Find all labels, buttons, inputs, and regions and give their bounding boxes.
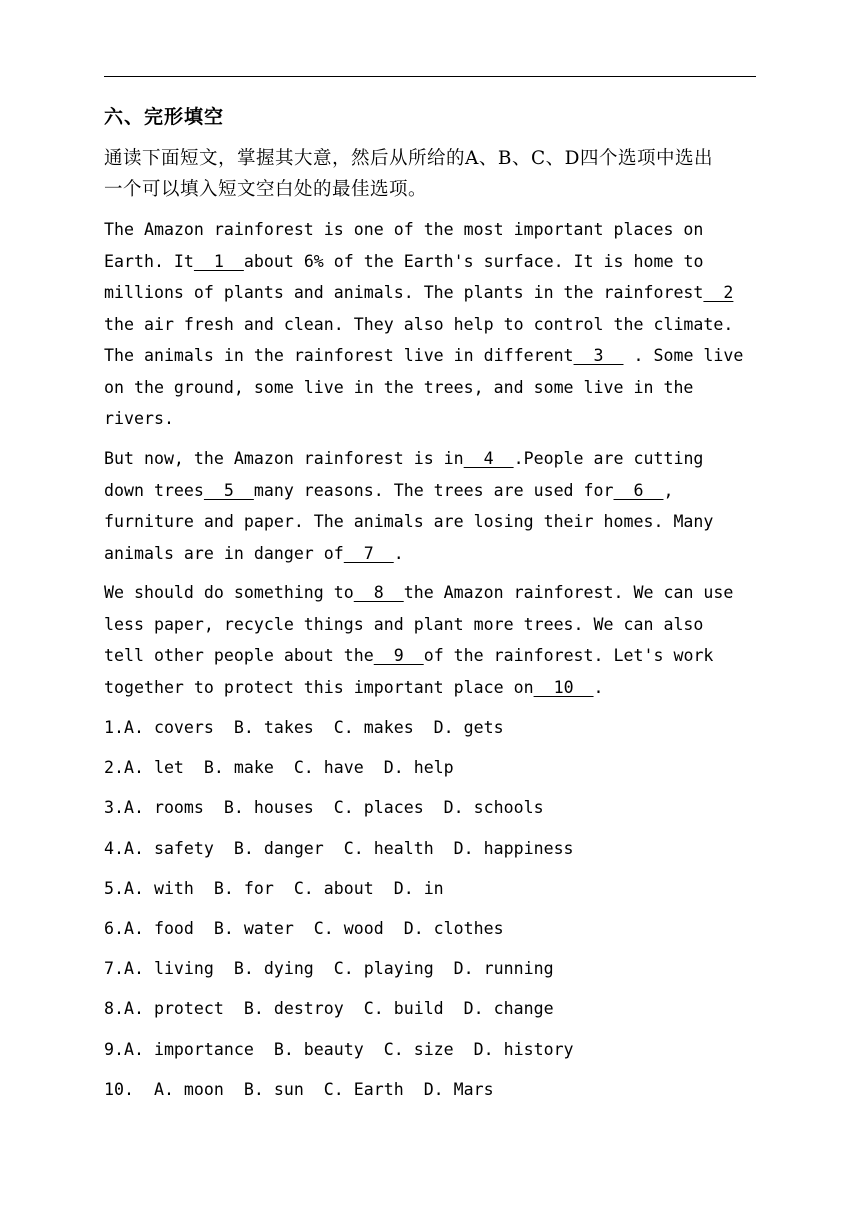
blank-1[interactable]: 1 [193, 251, 244, 271]
blank-3[interactable]: 3 [573, 346, 624, 365]
passage-line: furniture and paper. The animals are losing their homes. Many [104, 512, 714, 531]
blank-2[interactable]: 2 [703, 283, 734, 302]
header-rule [104, 76, 756, 77]
blank-8[interactable]: 8 [353, 583, 404, 602]
option-row-2: 2.A. let B. make C. have D. help [104, 758, 454, 778]
option-row-8: 8.A. protect B. destroy C. build D. change [104, 999, 554, 1019]
instructions-line: 通读下面短文，掌握其大意，然后从所给的A、B、C、D四个选项中选出 [104, 148, 713, 169]
answer-options [104, 712, 574, 1114]
passage-line: the air fresh and clean. They also help to control the climate. [104, 314, 734, 334]
option-row-4: 4.A. safety B. danger C. health D. happiness [104, 838, 574, 858]
passage-line: on the ground, some live in the trees, and some live in the [104, 377, 694, 397]
passage-paragraph-1 [104, 214, 756, 435]
blank-5[interactable]: 5 [203, 480, 254, 500]
blank-6[interactable]: 6 [613, 480, 664, 500]
option-row-1: 1.A. covers B. takes C. makes D. gets [104, 718, 504, 737]
option-row-6: 6.A. food B. water C. wood D. clothes [104, 918, 504, 938]
passage-paragraph-2 [104, 443, 756, 569]
blank-7[interactable]: 7 [343, 543, 394, 563]
instructions-line: 一个可以填入短文空白处的最佳选项。 [104, 179, 428, 200]
option-row-5: 5.A. with B. for C. about D. in [104, 878, 444, 898]
passage-line: rivers. [104, 409, 174, 428]
passage-line: less paper, recycle things and plant more trees. We can also [104, 614, 704, 634]
passage-line: We should do something to 8 the Amazon rainforest. We can use [104, 577, 756, 609]
option-row-9: 9.A. importance B. beauty C. size D. history [104, 1039, 574, 1059]
instructions [104, 143, 764, 205]
passage-line: animals are in danger of 7 . [104, 538, 756, 570]
passage-line: But now, the Amazon rainforest is in 4 .People are cutting [104, 443, 756, 475]
passage-line: down trees 5 many reasons. The trees are used for 6 , [104, 475, 756, 507]
blank-9[interactable]: 9 [373, 646, 424, 665]
passage-line: together to protect this important place on 10 . [104, 672, 756, 704]
passage-paragraph-3 [104, 577, 756, 703]
option-row-3: 3.A. rooms B. houses C. places D. schools [104, 798, 544, 818]
section-title: 六、完形填空 [104, 106, 225, 128]
blank-4[interactable]: 4 [463, 449, 514, 468]
passage-line: tell other people about the 9 of the rainforest. Let's work [104, 640, 756, 672]
passage-line: millions of plants and animals. The plants in the rainforest 2 [104, 277, 756, 309]
passage-line: Earth. It 1 about 6% of the Earth's surface. It is home to [104, 246, 756, 278]
passage-line: The animals in the rainforest live in different 3 . Some live [104, 340, 756, 372]
blank-10[interactable]: 10 [533, 677, 594, 697]
option-row-10: 10. A. moon B. sun C. Earth D. Mars [104, 1079, 494, 1099]
passage-line: The Amazon rainforest is one of the most important places on [104, 220, 704, 239]
option-row-7: 7.A. living B. dying C. playing D. running [104, 959, 554, 979]
